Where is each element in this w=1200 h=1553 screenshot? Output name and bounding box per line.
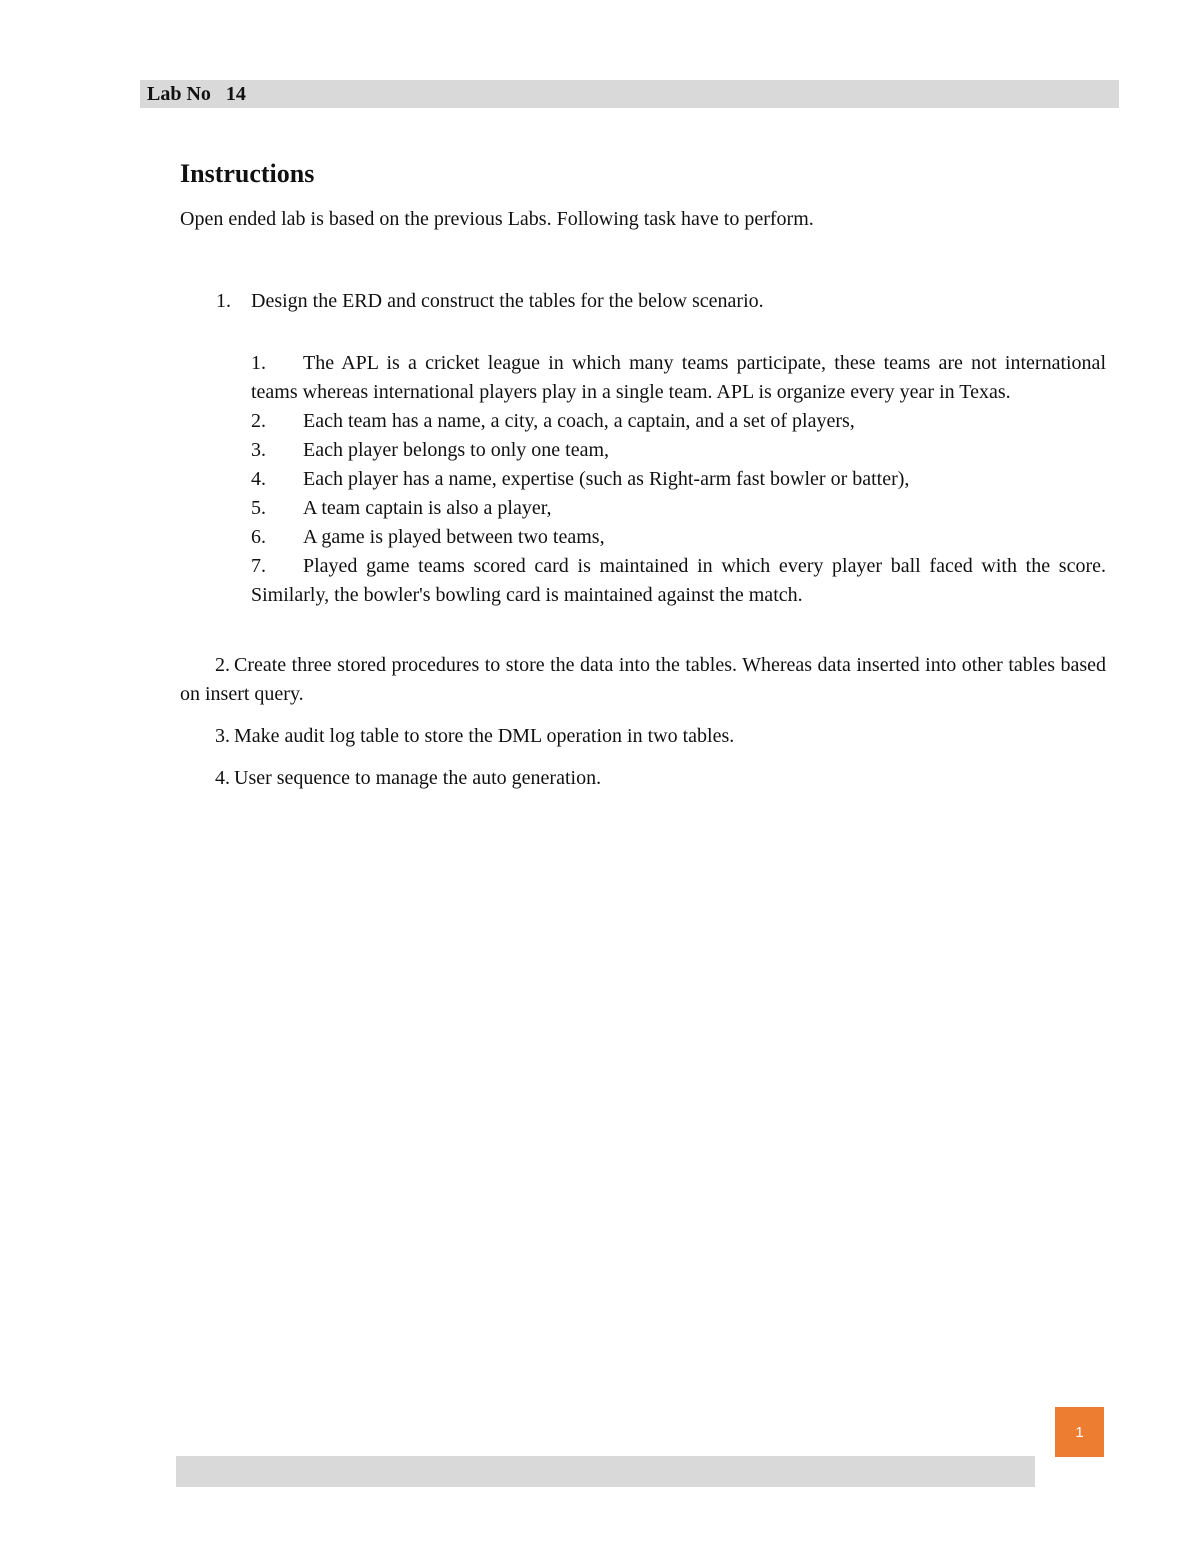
scenario-text: Each player has a name, expertise (such as Right-arm fast bowler or batter),	[303, 468, 910, 490]
scenario-item-7	[251, 552, 1106, 610]
scenario-text: A team captain is also a player,	[303, 497, 552, 519]
task-text: Make audit log table to store the DML operation in two tables.	[234, 725, 735, 747]
lab-number-label: Lab No 14	[147, 83, 246, 105]
task-item-3	[180, 722, 1106, 751]
scenario-item-6	[251, 523, 1106, 552]
scenario-text: Each player belongs to only one team,	[303, 439, 610, 461]
task-item-2	[180, 651, 1106, 709]
task-number: 1.	[216, 290, 231, 312]
scenario-text: Each team has a name, a city, a coach, a captain, and a set of players,	[303, 410, 855, 432]
scenario-item-1	[251, 349, 1106, 407]
scenario-number: 5.	[251, 497, 266, 519]
task-text: Design the ERD and construct the tables for the below scenario.	[251, 290, 764, 312]
scenario-item-2	[251, 407, 1106, 436]
scenario-number: 2.	[251, 410, 266, 432]
page-number-badge: 1	[1055, 1407, 1104, 1457]
intro-paragraph: Open ended lab is based on the previous Labs. Following task have to perform.	[180, 208, 814, 230]
scenario-number: 3.	[251, 439, 266, 461]
scenario-number: 6.	[251, 526, 266, 548]
scenario-text: The APL is a cricket league in which many teams participate, these teams are not international teams whereas international players play in a single team. APL is organize every year in Texas.	[251, 352, 1106, 403]
footer-bar	[176, 1456, 1035, 1487]
task-item-1	[216, 290, 764, 313]
task-number: 3.	[215, 725, 230, 747]
task-item-4	[180, 764, 1106, 793]
task-text: User sequence to manage the auto generation.	[234, 767, 602, 789]
page-title: Instructions	[180, 159, 315, 188]
scenario-number: 4.	[251, 468, 266, 490]
scenario-number: 7.	[251, 555, 266, 577]
task-number: 4.	[215, 767, 230, 789]
header-bar	[140, 80, 1119, 108]
scenario-list	[251, 349, 1106, 610]
scenario-item-3	[251, 436, 1106, 465]
scenario-text: A game is played between two teams,	[303, 526, 605, 548]
scenario-text: Played game teams scored card is maintained in which every player ball faced with the score. Similarly, the bowler's bowling card is maintained against the match.	[251, 555, 1106, 606]
scenario-item-4	[251, 465, 1106, 494]
scenario-number: 1.	[251, 352, 266, 374]
task-number: 2.	[215, 654, 230, 676]
scenario-item-5	[251, 494, 1106, 523]
task-text: Create three stored procedures to store the data into the tables. Whereas data inserted into other tables based on insert query.	[180, 654, 1106, 705]
